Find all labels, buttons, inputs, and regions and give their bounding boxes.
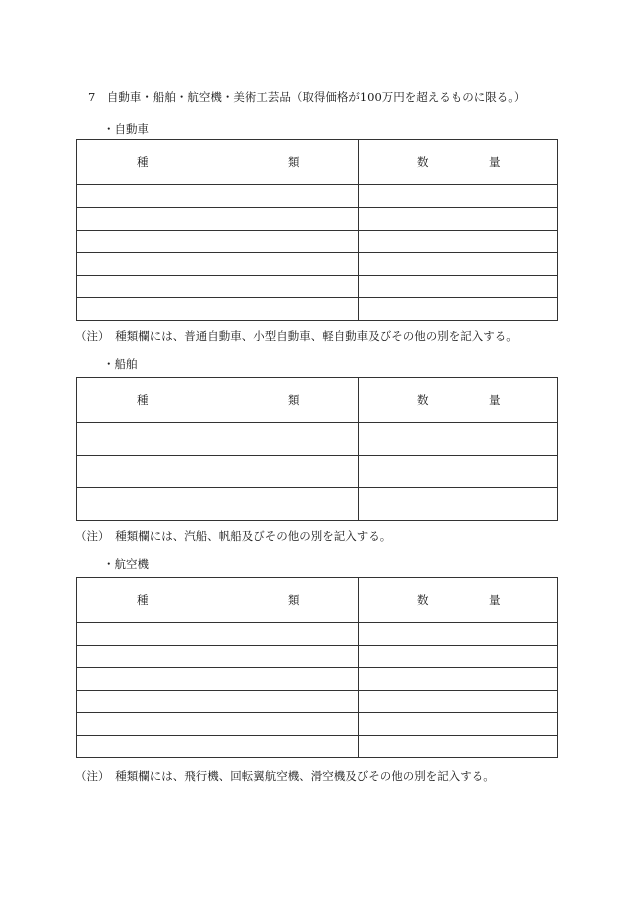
quantity-cell[interactable] (359, 423, 558, 456)
quantity-cell[interactable] (359, 713, 558, 736)
quantity-cell[interactable] (359, 736, 558, 758)
type-cell[interactable] (77, 276, 359, 298)
quantity-cell[interactable] (359, 488, 558, 521)
header-type-char1: 種 (137, 593, 149, 607)
header-type (77, 378, 359, 423)
type-cell[interactable] (77, 456, 359, 488)
type-cell[interactable] (77, 646, 359, 668)
section-title-ship: ・船舶 (103, 357, 138, 371)
quantity-cell[interactable] (359, 253, 558, 276)
type-cell[interactable] (77, 185, 359, 208)
header-qty-char1: 数 (417, 155, 429, 169)
header-qty-char2: 量 (489, 393, 501, 407)
section-heading: 7 自動車・船舶・航空機・美術工芸品（取得価格が100万円を超えるものに限る。） (88, 90, 526, 104)
quantity-cell[interactable] (359, 298, 558, 321)
type-cell[interactable] (77, 298, 359, 321)
header-qty-char2: 量 (489, 155, 501, 169)
quantity-cell[interactable] (359, 185, 558, 208)
header-type-char2: 類 (288, 393, 300, 407)
header-type-char2: 類 (288, 155, 300, 169)
type-cell[interactable] (77, 253, 359, 276)
quantity-cell[interactable] (359, 208, 558, 231)
type-cell[interactable] (77, 691, 359, 713)
header-qty-char1: 数 (417, 393, 429, 407)
header-type (77, 140, 359, 185)
quantity-cell[interactable] (359, 276, 558, 298)
ship-note: （注） 種類欄には、汽船、帆船及びその他の別を記入する。 (75, 529, 392, 543)
header-type-char1: 種 (137, 155, 149, 169)
section-title-aircraft: ・航空機 (103, 557, 149, 571)
header-type (77, 578, 359, 623)
type-cell[interactable] (77, 713, 359, 736)
type-cell[interactable] (77, 208, 359, 231)
type-cell[interactable] (77, 668, 359, 691)
quantity-cell[interactable] (359, 623, 558, 646)
quantity-cell[interactable] (359, 646, 558, 668)
type-cell[interactable] (77, 736, 359, 758)
type-cell[interactable] (77, 488, 359, 521)
quantity-cell[interactable] (359, 456, 558, 488)
header-quantity (359, 140, 558, 185)
header-qty-char1: 数 (417, 593, 429, 607)
section-title-automobile: ・自動車 (103, 122, 149, 136)
aircraft-note: （注） 種類欄には、飛行機、回転翼航空機、滑空機及びその他の別を記入する。 (75, 769, 495, 783)
ship-table (76, 377, 558, 521)
header-quantity (359, 378, 558, 423)
automobile-note: （注） 種類欄には、普通自動車、小型自動車、軽自動車及びその他の別を記入する。 (75, 329, 518, 343)
automobile-table (76, 139, 558, 321)
type-cell[interactable] (77, 623, 359, 646)
quantity-cell[interactable] (359, 668, 558, 691)
type-cell[interactable] (77, 423, 359, 456)
header-quantity (359, 578, 558, 623)
aircraft-table (76, 577, 558, 758)
type-cell[interactable] (77, 231, 359, 253)
header-type-char1: 種 (137, 393, 149, 407)
header-qty-char2: 量 (489, 593, 501, 607)
quantity-cell[interactable] (359, 691, 558, 713)
quantity-cell[interactable] (359, 231, 558, 253)
header-type-char2: 類 (288, 593, 300, 607)
